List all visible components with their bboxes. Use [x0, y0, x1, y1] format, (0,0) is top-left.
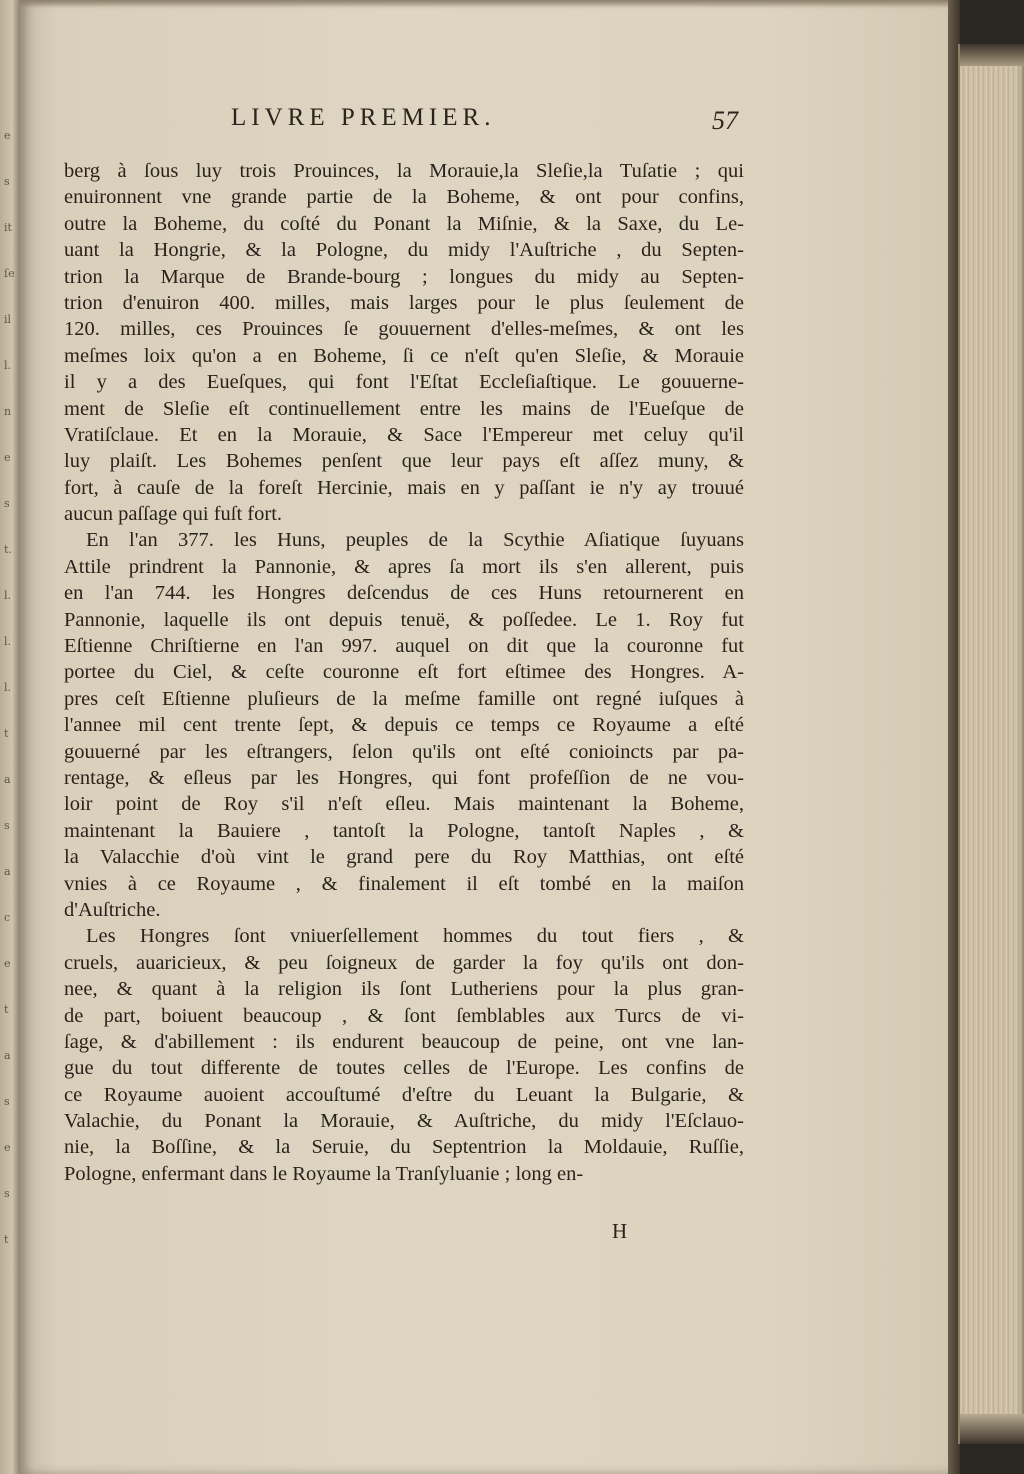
text-line: Les Hongres ſont vniuerſellement hommes du tout fiers , & — [86, 925, 744, 948]
text-line: cruels, auaricieux, & peu ſoigneux de garder la foy qu'ils ont don- — [64, 951, 744, 974]
gutter-mark: ſe — [4, 267, 15, 280]
page-top-shadow — [20, 0, 960, 8]
page-stack-edge — [958, 44, 1024, 1444]
text-line: fort, à cauſe de la foreſt Hercinie, mais en y paſſant ie n'y ay trouué — [64, 476, 744, 499]
text-line: enuironnent vne grande partie de la Boheme, & ont pour confins, — [64, 186, 744, 209]
running-head: LIVRE PREMIER. — [231, 104, 496, 131]
text-line: En l'an 377. les Huns, peuples de la Scythie Aſiatique ſuyuans — [86, 529, 744, 552]
gutter-mark: a — [4, 865, 11, 878]
text-line: gue du tout differente de toutes celles de l'Europe. Les confins de — [64, 1057, 744, 1080]
text-line: uant la Hongrie, & la Pologne, du midy l'Auſtriche , du Septen- — [64, 239, 744, 262]
text-line: la Valacchie d'où vint le grand pere du Roy Matthias, ont eſté — [64, 846, 744, 869]
gutter-mark: n — [4, 405, 12, 418]
text-line: vnies à ce Royaume , & finalement il eſt tombé en la maiſon — [64, 872, 744, 895]
text-line: Valachie, du Ponant la Morauie, & Auſtriche, du midy l'Eſclauo- — [64, 1110, 744, 1133]
gutter-mark: s — [4, 819, 10, 832]
text-line: loir point de Roy s'il n'eſt eſleu. Mais maintenant la Boheme, — [64, 793, 744, 816]
gutter-mark: l. — [4, 589, 12, 602]
gutter-mark: t — [4, 1003, 9, 1016]
previous-page-edge — [0, 0, 22, 1474]
gutter-mark: s — [4, 1095, 10, 1108]
gutter-mark: e — [4, 1141, 11, 1154]
text-line: ce Royaume auoient accouſtumé d'eſtre du Leuant la Bulgarie, & — [64, 1083, 744, 1106]
gutter-mark: s — [4, 175, 10, 188]
gutter-mark: l. — [4, 681, 12, 694]
gutter-mark: t — [4, 727, 9, 740]
gutter-mark: il — [4, 313, 12, 326]
text-line: Pannonie, laquelle ils ont depuis tenuë, & poſſedee. Le 1. Roy fut — [64, 608, 744, 631]
text-line: Attile prindrent la Pannonie, & apres ſa mort ils s'en allerent, puis — [64, 555, 744, 578]
text-line: Vratiſclaue. Et en la Morauie, & Sace l'Empereur met celuy qu'il — [64, 423, 744, 446]
text-line: Pologne, enfermant dans le Royaume la Tranſyluanie ; long en- — [64, 1162, 584, 1185]
gutter-mark: s — [4, 1187, 10, 1200]
text-line: l'annee mil cent trente ſept, & depuis ce temps ce Royaume a eſté — [64, 714, 744, 737]
gutter-mark: a — [4, 1049, 11, 1062]
text-line: trion d'enuiron 400. milles, mais larges pour le plus ſeulement de — [64, 291, 744, 314]
text-line: luy plaiſt. Les Bohemes penſent que leur pays eſt aſſez muny, & — [64, 450, 744, 473]
text-line: nee, & quant à la religion ils ſont Lutheriens pour la plus gran- — [64, 978, 744, 1001]
text-line: de part, boiuent beaucoup , & ſont ſemblables aux Turcs de vi- — [64, 1004, 744, 1027]
text-line: berg à ſous luy trois Prouinces, la Morauie,la Sleſie,la Tuſatie ; qui — [64, 160, 744, 182]
text-line: gouuerné par les eſtrangers, ſelon qu'ils ont eſté conioincts par pa- — [64, 740, 744, 763]
text-line: 120. milles, ces Prouinces ſe gouuernent d'elles-meſmes, & ont les — [64, 318, 744, 341]
text-line: meſmes loix qu'on a en Boheme, ſi ce n'eſt qu'en Sleſie, & Morauie — [64, 344, 744, 367]
gutter-mark: l. — [4, 359, 12, 372]
gutter-mark: it — [4, 221, 12, 234]
text-line: trion la Marque de Brande-bourg ; longues du midy au Septen- — [64, 265, 744, 288]
gutter-mark: a — [4, 773, 11, 786]
gutter-mark: l. — [4, 635, 12, 648]
body-text — [64, 158, 744, 1187]
page-number: 57 — [712, 106, 738, 135]
gutter-mark: t. — [4, 543, 12, 556]
text-line: pres ceſt Eſtienne pluſieurs de la meſme famille ont regné iuſques à — [64, 687, 744, 710]
gutter-mark: e — [4, 129, 11, 142]
signature-mark: H — [612, 1219, 629, 1243]
text-line: outre la Boheme, du coſté du Ponant la Miſnie, & la Saxe, du Le- — [64, 212, 744, 235]
text-line: ment de Sleſie eſt continuellement entre les mains de l'Eueſque de — [64, 397, 744, 420]
gutter-mark: e — [4, 451, 11, 464]
text-line: Eſtienne Chriſtierne en l'an 997. auquel on dit que la couronne fut — [64, 635, 744, 658]
text-line: rentage, & eſleus par les Hongres, qui font profeſſion de ne vou- — [64, 766, 744, 789]
text-line: il y a des Eueſques, qui font l'Eſtat Eccleſiaſtique. Le gouuerne- — [64, 371, 744, 394]
text-line: aucun paſſage qui fuſt fort. — [64, 503, 283, 526]
text-line: nie, la Boſſine, & la Seruie, du Septentrion la Moldauie, Ruſſie, — [64, 1136, 744, 1159]
text-line: d'Auſtriche. — [64, 898, 161, 921]
gutter-mark: e — [4, 957, 11, 970]
text-line: maintenant la Bauiere , tantoſt la Pologne, tantoſt Naples , & — [64, 819, 744, 842]
text-line: portee du Ciel, & ceſte couronne eſt fort eſtimee des Hongres. A- — [64, 661, 744, 684]
text-line: en l'an 744. les Hongres deſcendus de ces Huns retournerent en — [64, 582, 744, 605]
gutter-mark: t — [4, 1233, 9, 1246]
gutter-mark: c — [4, 911, 11, 924]
text-line: ſage, & d'abillement : ils endurent beaucoup de peine, ont vne lan- — [64, 1030, 744, 1053]
gutter-mark: s — [4, 497, 10, 510]
